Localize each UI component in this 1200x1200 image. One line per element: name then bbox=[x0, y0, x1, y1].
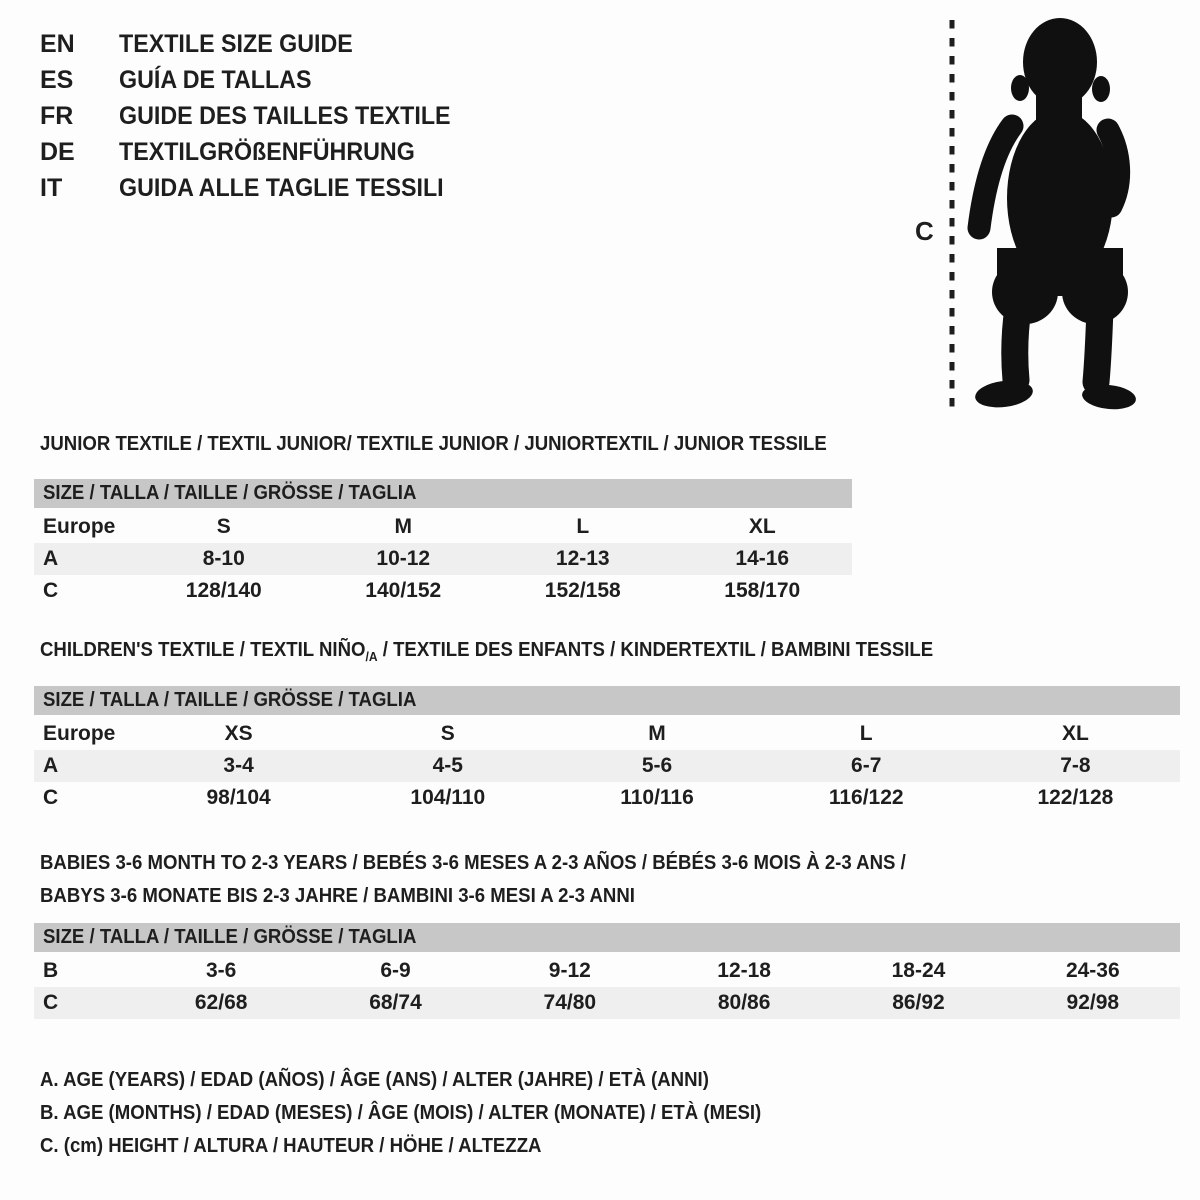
silhouette-arm-right bbox=[1108, 130, 1119, 206]
language-code: DE bbox=[40, 137, 75, 166]
height-cell: 104/110 bbox=[410, 786, 486, 809]
height-measure-figure bbox=[905, 10, 1175, 422]
row-label: Europe bbox=[43, 515, 116, 538]
size-cell: M bbox=[648, 722, 666, 745]
height-cell: 80/86 bbox=[717, 991, 771, 1014]
children-title-sub: /A bbox=[365, 649, 378, 664]
height-cell: 158/170 bbox=[724, 579, 801, 602]
height-cell: 116/122 bbox=[828, 786, 904, 809]
legend-line-b bbox=[40, 1097, 816, 1130]
language-row-es bbox=[40, 62, 476, 98]
table-row-height bbox=[34, 987, 1180, 1019]
legend bbox=[40, 1064, 816, 1163]
legend-text-a: A. AGE (YEARS) / EDAD (AÑOS) / ÂGE (ANS) / ALTER (JAHRE) / ETÀ (ANNI) bbox=[40, 1069, 709, 1091]
guide-title-it: GUIDA ALLE TAGLIE TESSILI bbox=[119, 173, 444, 202]
row-label: B bbox=[43, 959, 59, 982]
age-cell: 8-10 bbox=[202, 547, 245, 570]
months-cell: 9-12 bbox=[548, 959, 591, 982]
size-cell: M bbox=[394, 515, 412, 538]
children-size-table bbox=[34, 686, 1180, 814]
children-section-title bbox=[40, 639, 1000, 664]
age-cell: 5-6 bbox=[641, 754, 673, 777]
table-row-months bbox=[34, 955, 1180, 987]
guide-title-es: GUÍA DE TALLAS bbox=[119, 65, 312, 94]
language-code: IT bbox=[40, 173, 63, 202]
language-row-fr bbox=[40, 98, 476, 134]
babies-section-title bbox=[40, 847, 971, 913]
legend-line-c bbox=[40, 1130, 816, 1163]
language-row-en bbox=[40, 26, 476, 62]
legend-line-a bbox=[40, 1064, 816, 1097]
height-cell: 68/74 bbox=[369, 991, 422, 1014]
size-header-text: SIZE / TALLA / TAILLE / GRÖSSE / TAGLIA bbox=[43, 926, 417, 948]
age-cell: 7-8 bbox=[1060, 754, 1091, 777]
height-cell: 128/140 bbox=[185, 579, 262, 602]
months-cell: 12-18 bbox=[717, 959, 771, 982]
language-code: FR bbox=[40, 101, 74, 130]
silhouette-arm-left bbox=[979, 126, 1012, 228]
size-cell: XL bbox=[748, 515, 776, 538]
age-cell: 10-12 bbox=[376, 547, 431, 570]
legend-text-c: C. (cm) HEIGHT / ALTURA / HAUTEUR / HÖHE / ALTEZZA bbox=[40, 1135, 542, 1157]
size-header-text: SIZE / TALLA / TAILLE / GRÖSSE / TAGLIA bbox=[43, 482, 417, 504]
toddler-silhouette-graphic bbox=[905, 10, 1175, 422]
age-cell: 3-4 bbox=[223, 754, 254, 777]
height-measure-label: C bbox=[915, 216, 934, 246]
silhouette-ear-left bbox=[1011, 75, 1029, 101]
children-title-pre: CHILDREN'S TEXTILE / TEXTIL NIÑO bbox=[40, 639, 366, 661]
table-row-height bbox=[34, 575, 852, 607]
language-code: EN bbox=[40, 29, 75, 58]
age-cell: 14-16 bbox=[735, 547, 790, 570]
row-label: C bbox=[43, 786, 59, 809]
height-cell: 92/98 bbox=[1066, 991, 1120, 1014]
silhouette-leg-left bbox=[1015, 308, 1018, 380]
size-cell: XL bbox=[1061, 722, 1089, 745]
row-label: A bbox=[43, 754, 59, 777]
height-cell: 140/152 bbox=[365, 579, 442, 602]
height-cell: 152/158 bbox=[544, 579, 621, 602]
row-label: C bbox=[43, 579, 59, 602]
junior-section-title bbox=[40, 433, 886, 456]
age-cell: 12-13 bbox=[555, 547, 610, 570]
table-row-europe bbox=[34, 511, 852, 543]
children-title-post: / TEXTILE DES ENFANTS / KINDERTEXTIL / BAMBINI TESSILE bbox=[377, 639, 934, 661]
language-row-de bbox=[40, 134, 476, 170]
legend-text-b: B. AGE (MONTHS) / EDAD (MESES) / ÂGE (MOIS) / ALTER (MONATE) / ETÀ (MESI) bbox=[40, 1102, 762, 1124]
height-cell: 74/80 bbox=[543, 991, 597, 1014]
size-header-band bbox=[34, 479, 852, 508]
guide-title-en: TEXTILE SIZE GUIDE bbox=[119, 29, 353, 58]
height-cell: 122/128 bbox=[1037, 786, 1114, 809]
row-label: A bbox=[43, 547, 59, 570]
height-cell: 62/68 bbox=[194, 991, 248, 1014]
table-row-age bbox=[34, 750, 1180, 782]
age-cell: 4-5 bbox=[432, 754, 463, 777]
size-cell: S bbox=[216, 515, 231, 538]
size-header-text: SIZE / TALLA / TAILLE / GRÖSSE / TAGLIA bbox=[43, 689, 417, 711]
silhouette-ear-right bbox=[1092, 76, 1110, 102]
height-cell: 86/92 bbox=[892, 991, 945, 1014]
row-label: Europe bbox=[43, 722, 116, 745]
junior-section-title-text: JUNIOR TEXTILE / TEXTIL JUNIOR/ TEXTILE JUNIOR / JUNIORTEXTIL / JUNIOR TESSILE bbox=[40, 433, 827, 455]
months-cell: 6-9 bbox=[380, 959, 411, 982]
babies-title-line2: BABYS 3-6 MONATE BIS 2-3 JAHRE / BAMBINI 3-6 MESI A 2-3 ANNI bbox=[40, 885, 635, 907]
babies-size-table bbox=[34, 923, 1180, 1019]
guide-title-fr: GUIDE DES TAILLES TEXTILE bbox=[119, 101, 451, 130]
size-cell: S bbox=[440, 722, 455, 745]
table-row-europe bbox=[34, 718, 1180, 750]
babies-title-line1: BABIES 3-6 MONTH TO 2-3 YEARS / BEBÉS 3-6 MESES A 2-3 AÑOS / BÉBÉS 3-6 MOIS À 2-3 ANS / bbox=[40, 852, 906, 874]
size-cell: L bbox=[859, 722, 873, 745]
guide-title-de: TEXTILGRÖßENFÜHRUNG bbox=[119, 137, 415, 166]
row-label: C bbox=[43, 991, 59, 1014]
children-section-title-text bbox=[40, 639, 933, 664]
height-cell: 98/104 bbox=[206, 786, 271, 809]
size-header-band bbox=[34, 923, 1180, 952]
language-row-it bbox=[40, 170, 476, 206]
toddler-silhouette bbox=[974, 18, 1137, 412]
table-row-age bbox=[34, 543, 852, 575]
months-cell: 3-6 bbox=[205, 959, 237, 982]
size-cell: XS bbox=[224, 722, 253, 745]
size-cell: L bbox=[576, 515, 590, 538]
table-row-height bbox=[34, 782, 1180, 814]
height-cell: 110/116 bbox=[620, 786, 694, 809]
language-code: ES bbox=[40, 65, 74, 94]
age-cell: 6-7 bbox=[851, 754, 882, 777]
size-header-band bbox=[34, 686, 1180, 715]
silhouette-leg-right bbox=[1096, 308, 1100, 382]
junior-size-table bbox=[34, 479, 852, 607]
language-title-list bbox=[40, 26, 476, 206]
months-cell: 24-36 bbox=[1065, 959, 1120, 982]
months-cell: 18-24 bbox=[891, 959, 946, 982]
